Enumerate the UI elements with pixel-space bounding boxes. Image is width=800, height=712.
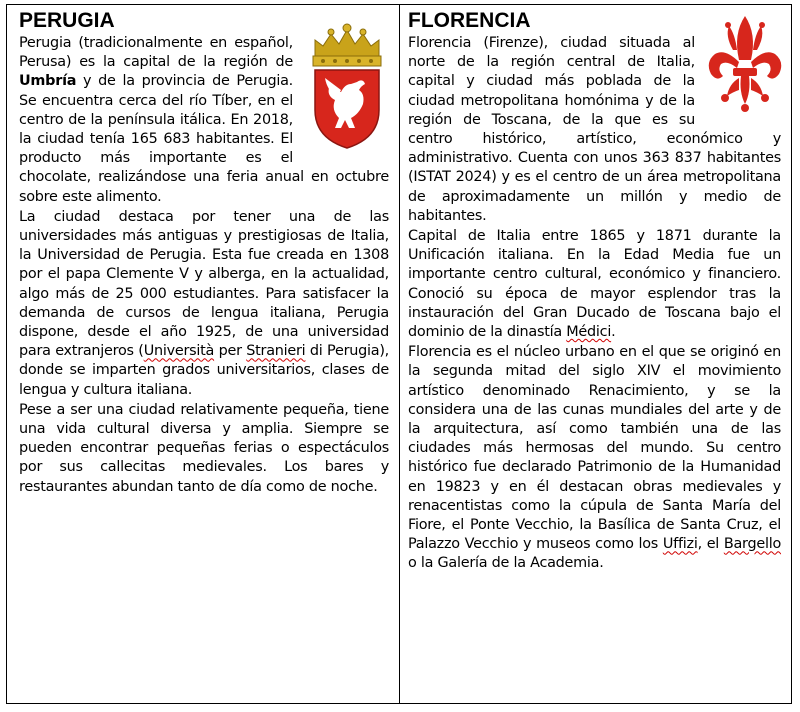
- florencia-paragraph-2: [408, 227, 781, 342]
- spellcheck-word: Stranieri: [246, 343, 306, 360]
- perugia-cell: [7, 5, 400, 703]
- florence-lily-icon: [703, 12, 787, 124]
- spellcheck-word: Médici: [566, 324, 612, 341]
- spellcheck-word: Università: [143, 343, 215, 360]
- perugia-p1-text-b: y de la provincia de Perugia. Se encuentra cerca del río Tíber, en el centro de la península itálica. En 2018, la ciudad tenía 165 683 habitantes. El producto más importante es el chocolate, realizándose una feria anual en octubre sobre este alimento.: [19, 73, 389, 205]
- perugia-paragraph-2: [19, 208, 389, 400]
- perugia-p2-text-b: per: [214, 343, 247, 360]
- florencia-p2-text-a: Capital de Italia entre 1865 y 1871 durante la Unificación italiana. En la Edad Media fue un importante centro cultural, económico y financiero. Conoció su época de mayor esplendor tras la instauración del Gran Ducado de Toscana bajo el dominio de la dinastía: [408, 228, 781, 341]
- florencia-title: FLORENCIA: [408, 9, 531, 32]
- florencia-p2-text-b: .: [611, 324, 616, 341]
- perugia-p1-text-a: Perugia (tradicionalmente en español, Perusa) es la capital de la región de: [19, 35, 293, 71]
- umbria-bold: Umbría: [19, 73, 77, 90]
- florencia-p3-text-b: , el: [697, 536, 724, 553]
- perugia-p2-text-c: di Perugia), donde se imparten grados universitarios, clases de lengua y cultura italiana.: [19, 343, 390, 398]
- spellcheck-word: Uffizi: [662, 536, 698, 553]
- florencia-paragraph-1: Florencia (Firenze), ciudad situada al norte de la región central de Italia, capital y ciudad más poblada de la ciudad metropolitana homónima y de la región de Toscana, de la que es su centro histórico, artístico, económico y administrativo. Cuenta con unos 363 837 habitantes (ISTAT 2024) y es el centro de un área metropolitana de aproximadamente un millón y medio de habitantes.: [408, 35, 781, 224]
- perugia-paragraph-3: Pese a ser una ciudad relativamente pequeña, tiene una vida cultural diversa y amplia. Siempre se pueden encontrar pequeñas ferias o espectáculos por sus callecitas medievales. Los bares y restaurantes abundan tanto de día como de noche.: [19, 401, 389, 495]
- florencia-p3-text-a: Florencia es el núcleo urbano en el que se originó en la segunda mitad del siglo XIV el movimiento artístico denominado Renacimiento, y se la considera una de las cunas mundiales del arte y de la arquitectura, así como también una de las ciudades más hermosas del mundo. Su centro histórico fue declarado Patrimonio de la Humanidad en 19823 y en él destacan obras medievales y renacentistas como la cúpula de Santa María del Fiore, el Ponte Vecchio, la Basílica de Santa Cruz, el Palazzo Vecchio y museos como los: [408, 344, 781, 553]
- perugia-title: PERUGIA: [19, 9, 115, 32]
- florencia-cell: [400, 5, 791, 703]
- florencia-p3-text-c: o la Galería de la Academia.: [408, 555, 604, 572]
- perugia-p2-text-a: La ciudad destaca por tener una de las universidades más antiguas y prestigiosas de Italia, la Universidad de Perugia. Esta fue creada en 1308 por el papa Clemente V y alberga, en la actualidad, algo más de 25 000 estudiantes. Para satisfacer la demanda de cursos de lengua italiana, Perugia dispone, desde el año 1925, de una universidad para extranjeros (: [19, 208, 389, 360]
- florencia-paragraph-3: [408, 343, 781, 573]
- spellcheck-word: Bargello: [723, 536, 782, 553]
- two-column-table: [6, 4, 792, 704]
- perugia-coat-of-arms-icon: [301, 10, 393, 150]
